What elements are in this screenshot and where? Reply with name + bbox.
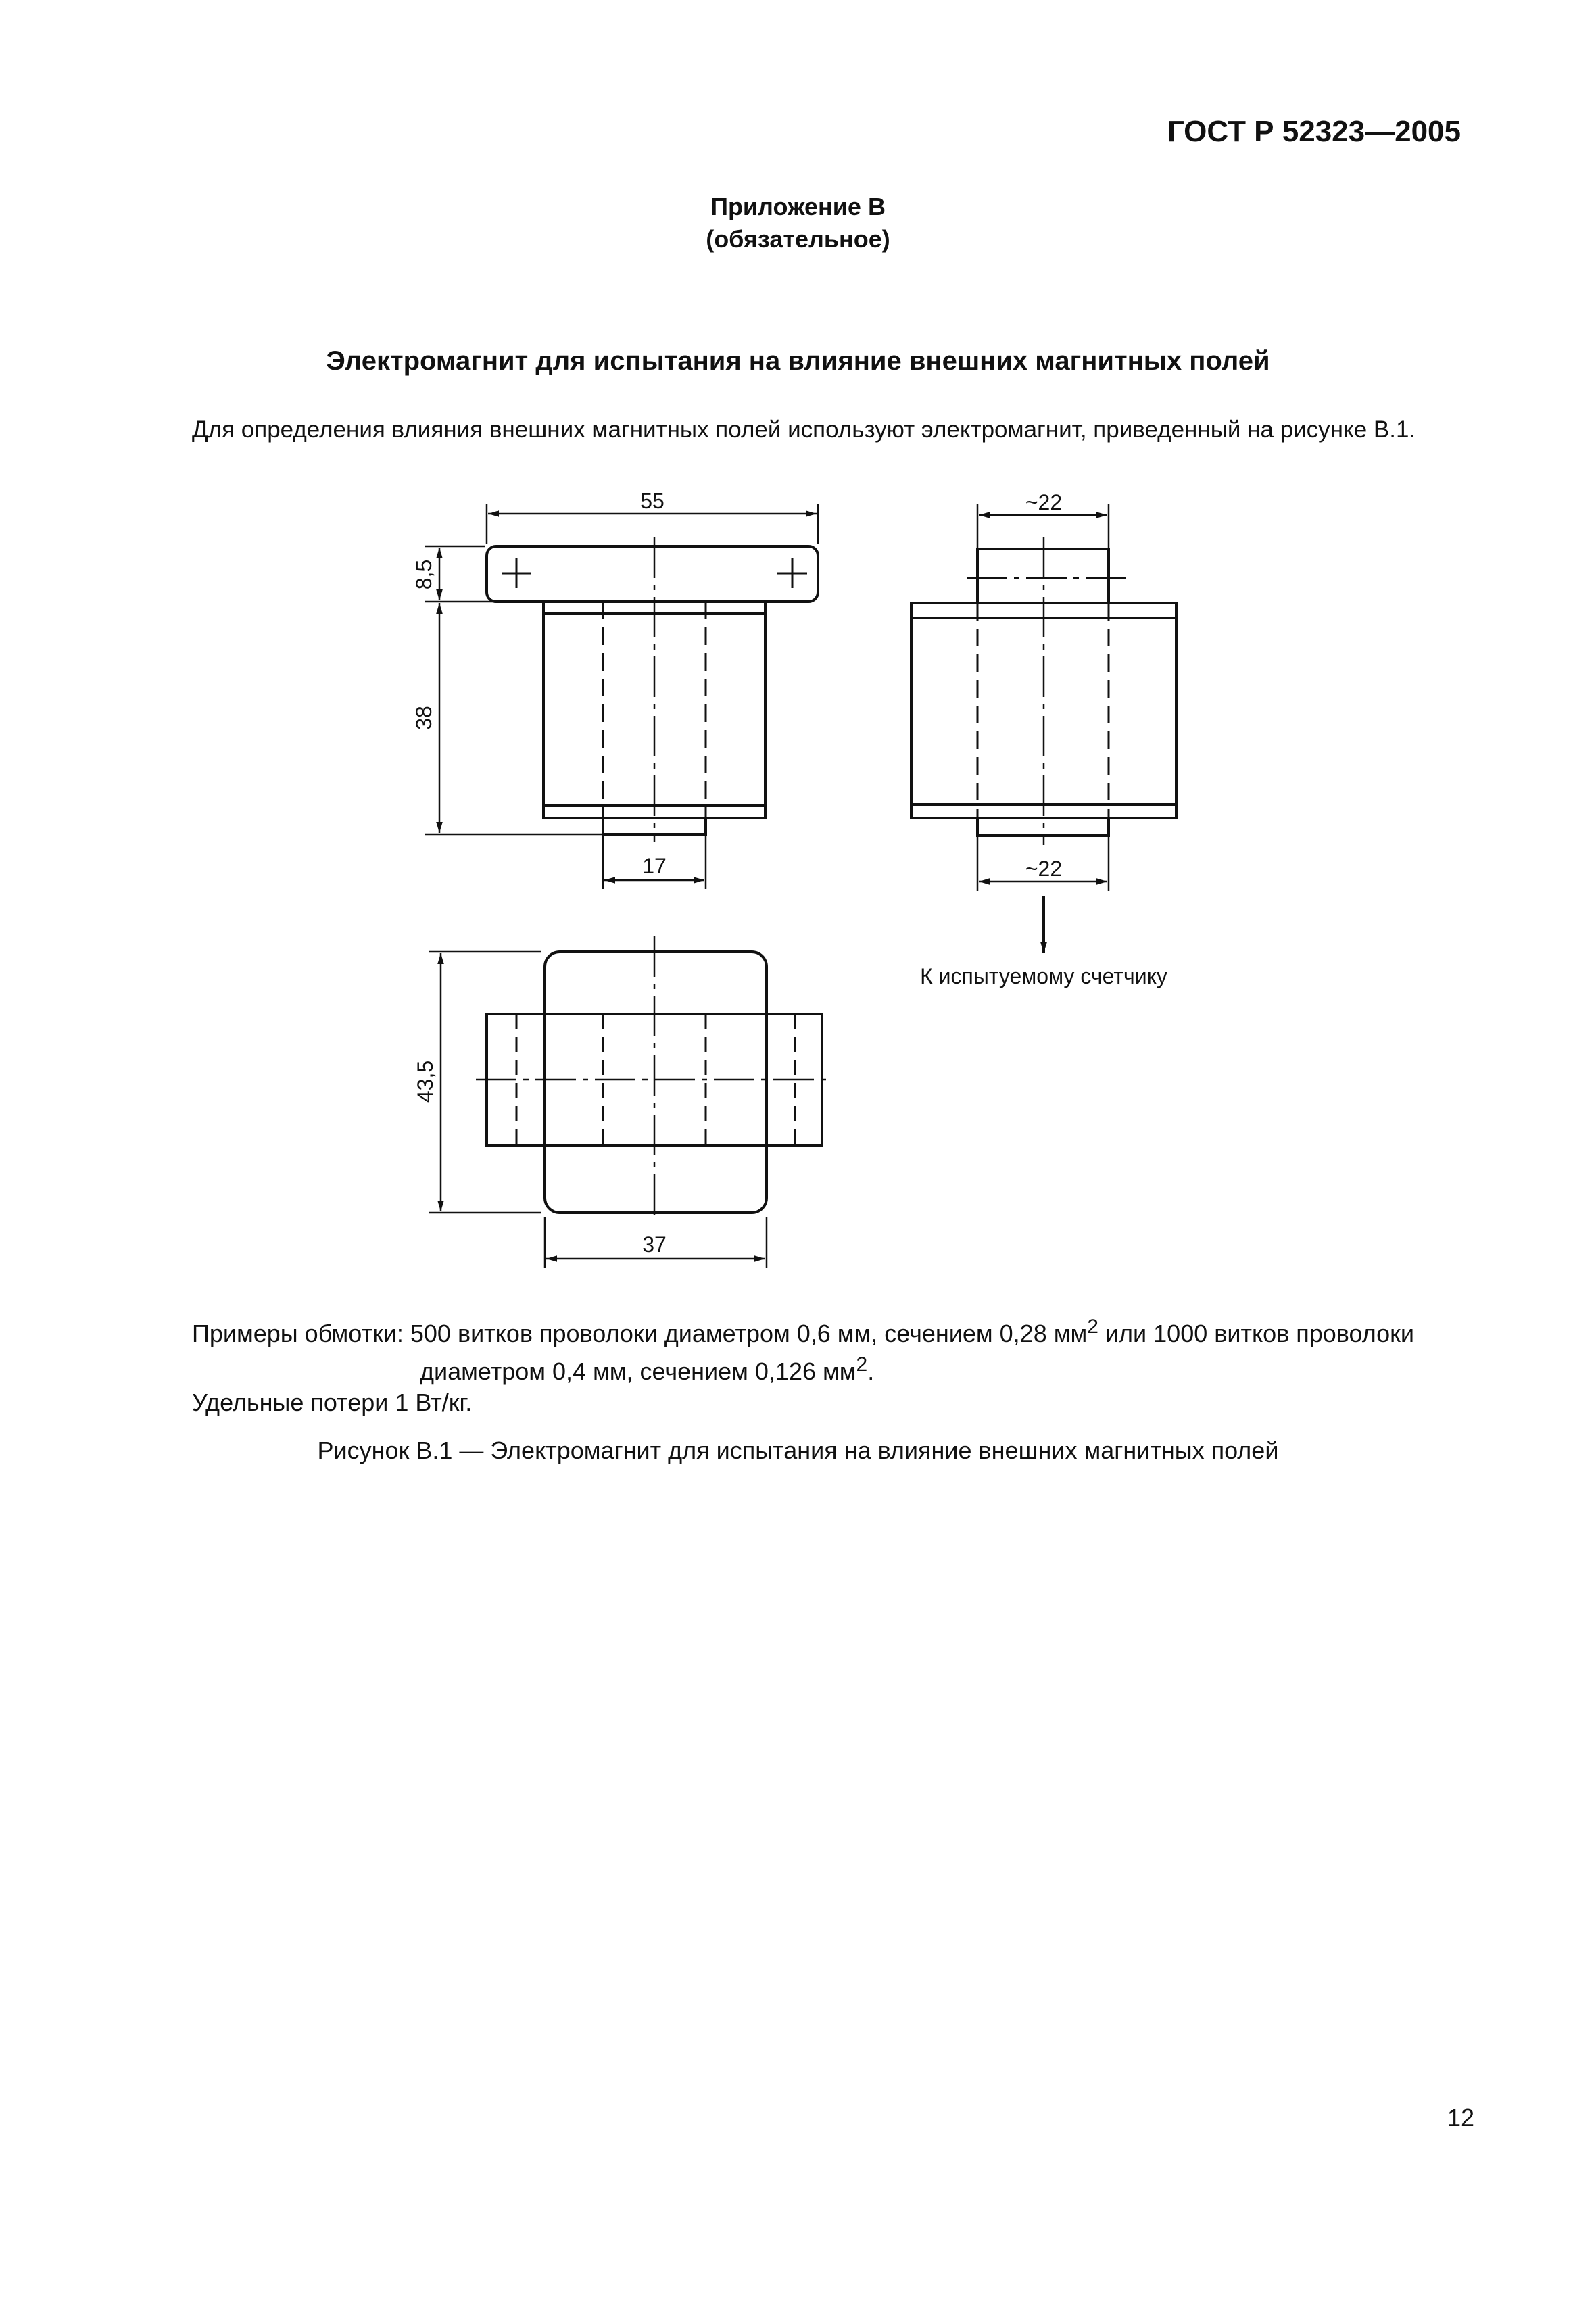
document-header: ГОСТ Р 52323—2005 <box>1167 115 1461 148</box>
intro-paragraph: Для определения влияния внешних магнитных полей используют электромагнит, приведенный на рисунке В.1. <box>192 416 1416 443</box>
winding-line-1: Примеры обмотки: 500 витков проволоки диаметром 0,6 мм, сечением 0,28 $мм^2$ или 1000 витков проволоки <box>192 1316 1415 1347</box>
front-view <box>425 504 818 889</box>
dim-label-37: 37 <box>642 1232 667 1257</box>
top-plate <box>487 546 818 602</box>
winding-notes <box>192 1311 1503 1418</box>
dim-label-43-5: 43,5 <box>413 1060 437 1103</box>
specific-losses: Удельные потери 1 Вт/кг. <box>192 1389 473 1416</box>
dim-label-8-5: 8,5 <box>412 559 436 590</box>
annex-title: Приложение В <box>710 193 886 220</box>
dim-label-side-top: ~22 <box>1025 490 1063 514</box>
arrow-label: К испытуемому счетчику <box>920 964 1167 988</box>
dim-label-38: 38 <box>412 706 436 730</box>
side-view <box>911 504 1176 953</box>
figure-caption: Рисунок В.1 — Электромагнит для испытания на влияние внешних магнитных полей <box>317 1437 1279 1464</box>
page-number: 12 <box>1447 2104 1474 2131</box>
winding-label: Примеры обмотки: <box>192 1320 404 1347</box>
section-title: Электромагнит для испытания на влияние внешних магнитных полей <box>326 346 1270 376</box>
plan-outer <box>545 952 767 1213</box>
dim-label-55: 55 <box>640 489 664 513</box>
dim-label-17: 17 <box>642 854 667 878</box>
top-view <box>429 936 833 1268</box>
annex-status: (обязательное) <box>706 225 890 253</box>
winding-line-2: диаметром 0,4 мм, сечением 0,126 $мм^2$. <box>420 1353 875 1385</box>
dim-label-side-bottom: ~22 <box>1025 857 1063 881</box>
